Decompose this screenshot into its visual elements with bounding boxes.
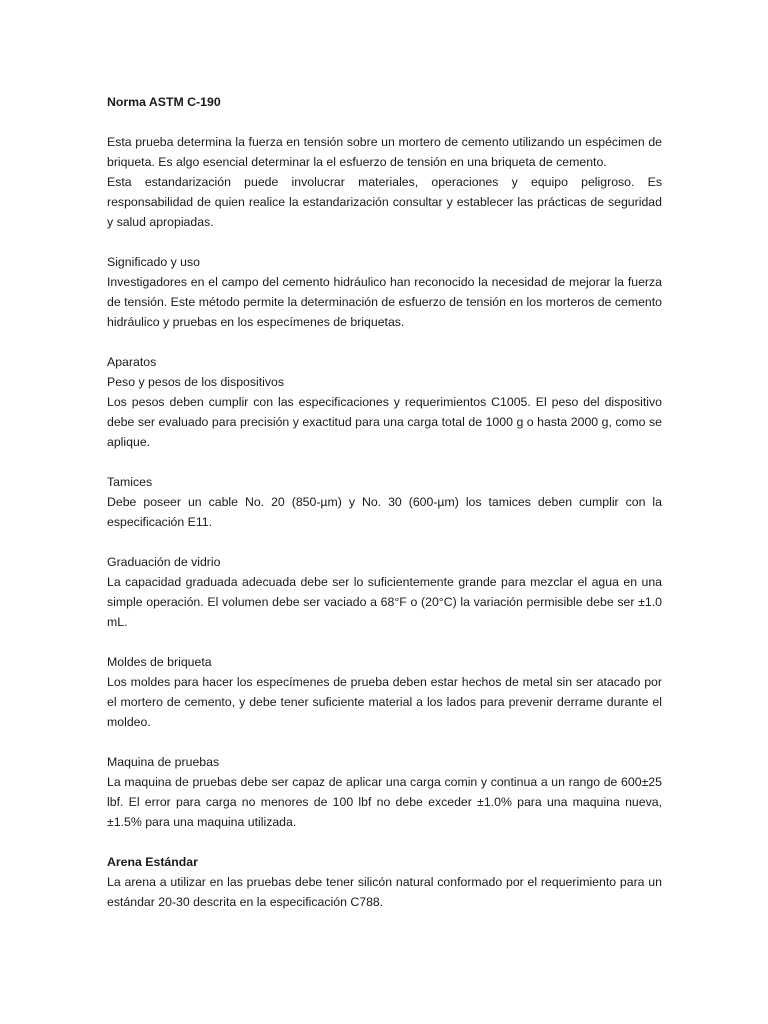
section-text: La arena a utilizar en las pruebas debe tener silicón natural conformado por el requerimiento para un estándar 20-30 descrita en la especificación C788. xyxy=(107,875,662,909)
section-arena xyxy=(107,852,662,912)
section-subheading: Peso y pesos de los dispositivos xyxy=(107,375,285,389)
section-heading: Moldes de briqueta xyxy=(107,655,212,669)
section-heading: Arena Estándar xyxy=(107,855,198,869)
section-moldes xyxy=(107,652,662,732)
section-text: Los moldes para hacer los especímenes de prueba deben estar hechos de metal sin ser atacado por el mortero de cemento, y debe tener suficiente material a los lados para prevenir derrame durante el moldeo. xyxy=(107,675,662,729)
section-text: Los pesos deben cumplir con las especificaciones y requerimientos C1005. El peso del dispositivo debe ser evaluado para precisión y exactitud para una carga total de 1000 g o hasta 2000 g, como se aplique. xyxy=(107,395,662,449)
section-text: Debe poseer un cable No. 20 (850-µm) y No. 30 (600-µm) los tamices deben cumplir con la especificación E11. xyxy=(107,495,662,529)
intro-block xyxy=(107,132,662,232)
section-heading: Aparatos xyxy=(107,355,157,369)
intro-paragraph: Esta prueba determina la fuerza en tensión sobre un mortero de cemento utilizando un espécimen de briqueta. Es algo esencial determinar la el esfuerzo de tensión en una briqueta de cemento. xyxy=(107,135,662,169)
document-page xyxy=(107,92,662,932)
section-heading: Significado y uso xyxy=(107,255,200,269)
section-maquina xyxy=(107,752,662,832)
section-aparatos xyxy=(107,352,662,452)
document-title: Norma ASTM C-190 xyxy=(107,95,221,109)
section-heading: Maquina de pruebas xyxy=(107,755,220,769)
section-tamices xyxy=(107,472,662,532)
section-text: La maquina de pruebas debe ser capaz de aplicar una carga comin y continua a un rango de 600±25 lbf. El error para carga no menores de 100 lbf no debe exceder ±1.0% para una maquina nueva, ±1.5% para una maquina utilizada. xyxy=(107,775,662,829)
section-heading: Graduación de vidrio xyxy=(107,555,221,569)
section-text: Investigadores en el campo del cemento hidráulico han reconocido la necesidad de mejorar la fuerza de tensión. Este método permite la determinación de esfuerzo de tensión en los morteros de cemento hidráulico y pruebas en los especímenes de briquetas. xyxy=(107,275,662,329)
section-text: La capacidad graduada adecuada debe ser lo suficientemente grande para mezclar el agua en una simple operación. El volumen debe ser vaciado a 68°F o (20°C) la variación permisible debe ser ±1.0 mL. xyxy=(107,575,662,629)
section-significado xyxy=(107,252,662,332)
intro-paragraph: Esta estandarización puede involucrar materiales, operaciones y equipo peligroso. Es responsabilidad de quien realice la estandarización consultar y establecer las prácticas de seguridad y salud apropiadas. xyxy=(107,175,662,229)
section-graduacion xyxy=(107,552,662,632)
section-heading: Tamices xyxy=(107,475,153,489)
